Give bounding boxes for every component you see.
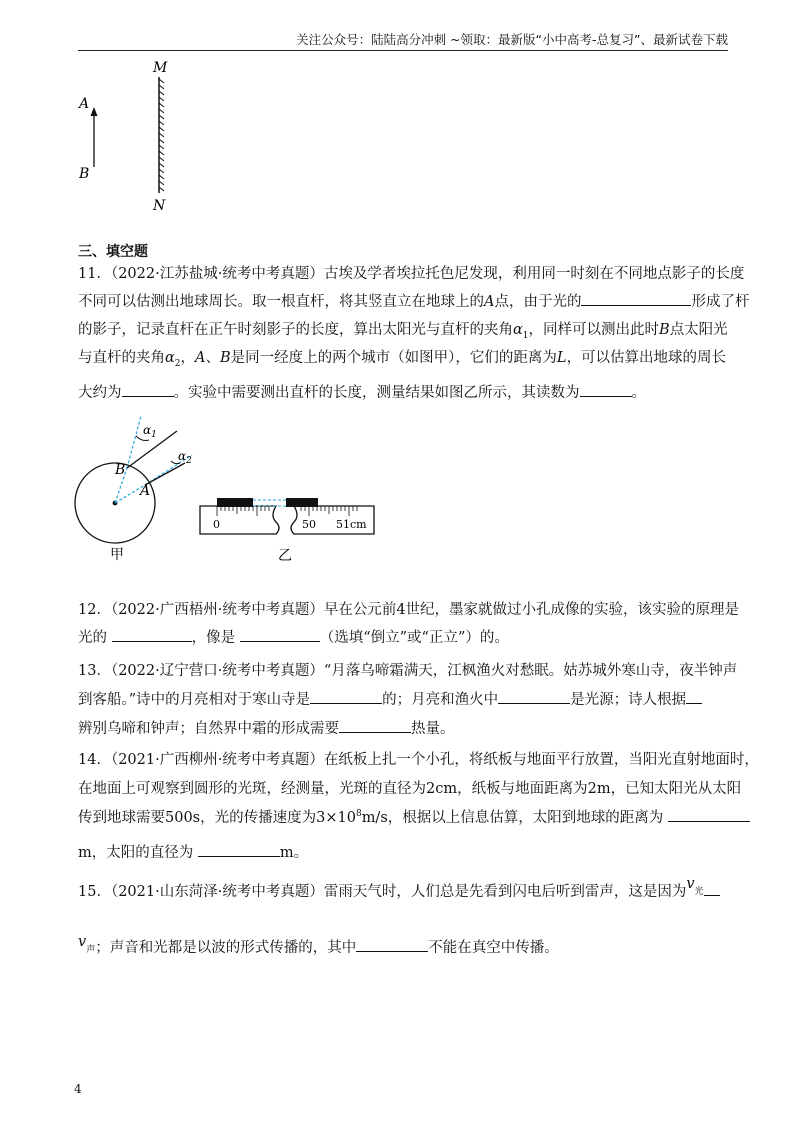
q13-blank-3[interactable] bbox=[686, 689, 702, 704]
q11-blank-2[interactable] bbox=[122, 382, 174, 397]
q12-line-2: 光的 ，像是 （选填“倒立”或“正立”）的。 bbox=[78, 626, 509, 647]
q12-blank-1[interactable] bbox=[112, 627, 192, 642]
q13-line-2: 到客船。”诗中的月亮相对于寒山寺是 的；月亮和渔火中 是光源；诗人根据 bbox=[78, 688, 702, 709]
q15-blank-1[interactable] bbox=[704, 881, 720, 896]
earth-label-b: B bbox=[115, 462, 126, 478]
q13-blank-1[interactable] bbox=[310, 689, 382, 704]
mirror-label-m: M bbox=[153, 60, 168, 76]
q11-line-5: 大约为 。实验中需要测出直杆的长度，测量结果如图乙所示，其读数为 。 bbox=[78, 381, 646, 402]
ruler-tick-51: 51cm bbox=[336, 518, 367, 531]
page-number: 4 bbox=[74, 1082, 82, 1096]
earth-label-a: A bbox=[140, 483, 151, 499]
arrow-label-a: A bbox=[79, 96, 90, 112]
page-header: 关注公众号：陆陆高分冲刺 ~领取：最新版“小中高考-总复习”、最新试卷下载 bbox=[78, 30, 728, 51]
q14-line-2: 在地面上可观察到圆形的光斑，经测量，光斑的直径为2cm，纸板与地面距离为2m，已知太阳光从太阳 bbox=[78, 781, 742, 797]
q11-line-3: 的影子，记录直杆在正午时刻影子的长度，算出太阳光与直杆的夹角$\alpha_1$，同样可以测出此时B点太阳光 bbox=[78, 322, 728, 341]
arrow-label-b: B bbox=[79, 166, 90, 182]
q11-blank-3[interactable] bbox=[580, 382, 632, 397]
q11-line-1: 11．（2022·江苏盐城·统考中考真题）古埃及学者埃拉托色尼发现，利用同一时刻在不同地点影子的长度 bbox=[78, 266, 745, 282]
q13-blank-4[interactable] bbox=[339, 718, 411, 733]
mirror-figure bbox=[70, 55, 190, 215]
q14-blank-1[interactable] bbox=[668, 807, 750, 822]
earth-caption: 甲 bbox=[110, 547, 124, 563]
ruler-caption: 乙 bbox=[278, 548, 292, 564]
q14-blank-2[interactable] bbox=[198, 842, 280, 857]
q12-blank-2[interactable] bbox=[240, 627, 320, 642]
q15-blank-2[interactable] bbox=[356, 937, 428, 952]
section-title: 三、填空题 bbox=[78, 244, 148, 260]
q15-line-1: 15．（2021·山东菏泽·统考中考真题）雷雨天气时，人们总是先看到闪电后听到雷声，这是因为$v_光$ bbox=[78, 880, 720, 903]
q11-blank-1[interactable] bbox=[581, 291, 691, 306]
q14-line-4: m，太阳的直径为 m。 bbox=[78, 841, 308, 862]
q11-line-2: 不同可以估测出地球周长。取一根直杆，将其竖直立在地球上的A点，由于光的 形成了杆 bbox=[78, 290, 749, 311]
q15-line-2: $v_声$；声音和光都是以波的形式传播的，其中 不能在真空中传播。 bbox=[78, 934, 559, 956]
ruler-tick-0: 0 bbox=[213, 518, 220, 531]
q11-line-4: 与直杆的夹角$\alpha_2$，A、B是同一经度上的两个城市（如图甲），它们的距离为L，可以估算出地球的周长 bbox=[78, 350, 727, 369]
ruler-tick-50: 50 bbox=[302, 518, 316, 531]
q13-line-3: 辨别乌啼和钟声；自然界中霜的形成需要 热量。 bbox=[78, 717, 455, 738]
mirror-label-n: N bbox=[153, 198, 166, 214]
earth-figure bbox=[70, 408, 195, 568]
q13-blank-2[interactable] bbox=[498, 689, 570, 704]
q14-line-1: 14．（2021·广西柳州·统考中考真题）在纸板上扎一个小孔，将纸板与地面平行放置，当阳光直射地面时， bbox=[78, 752, 759, 768]
q12-line-1: 12．（2022·广西梧州·统考中考真题）早在公元前4世纪，墨家就做过小孔成像的实验，该实验的原理是 bbox=[78, 602, 740, 618]
q13-line-1: 13．（2022·辽宁营口·统考中考真题）“月落乌啼霜满天，江枫渔火对愁眠。姑苏城外寒山寺，夜半钟声 bbox=[78, 663, 738, 679]
q14-line-3: 传到地球需要500s，光的传播速度为$3\times 10^8m/s$，根据以上信息估算，太阳到地球的距离为 bbox=[78, 806, 750, 827]
alpha1-label: $\alpha_1$ bbox=[143, 423, 157, 440]
alpha2-label: $\alpha_2$ bbox=[178, 449, 192, 466]
ruler-figure bbox=[190, 488, 385, 568]
